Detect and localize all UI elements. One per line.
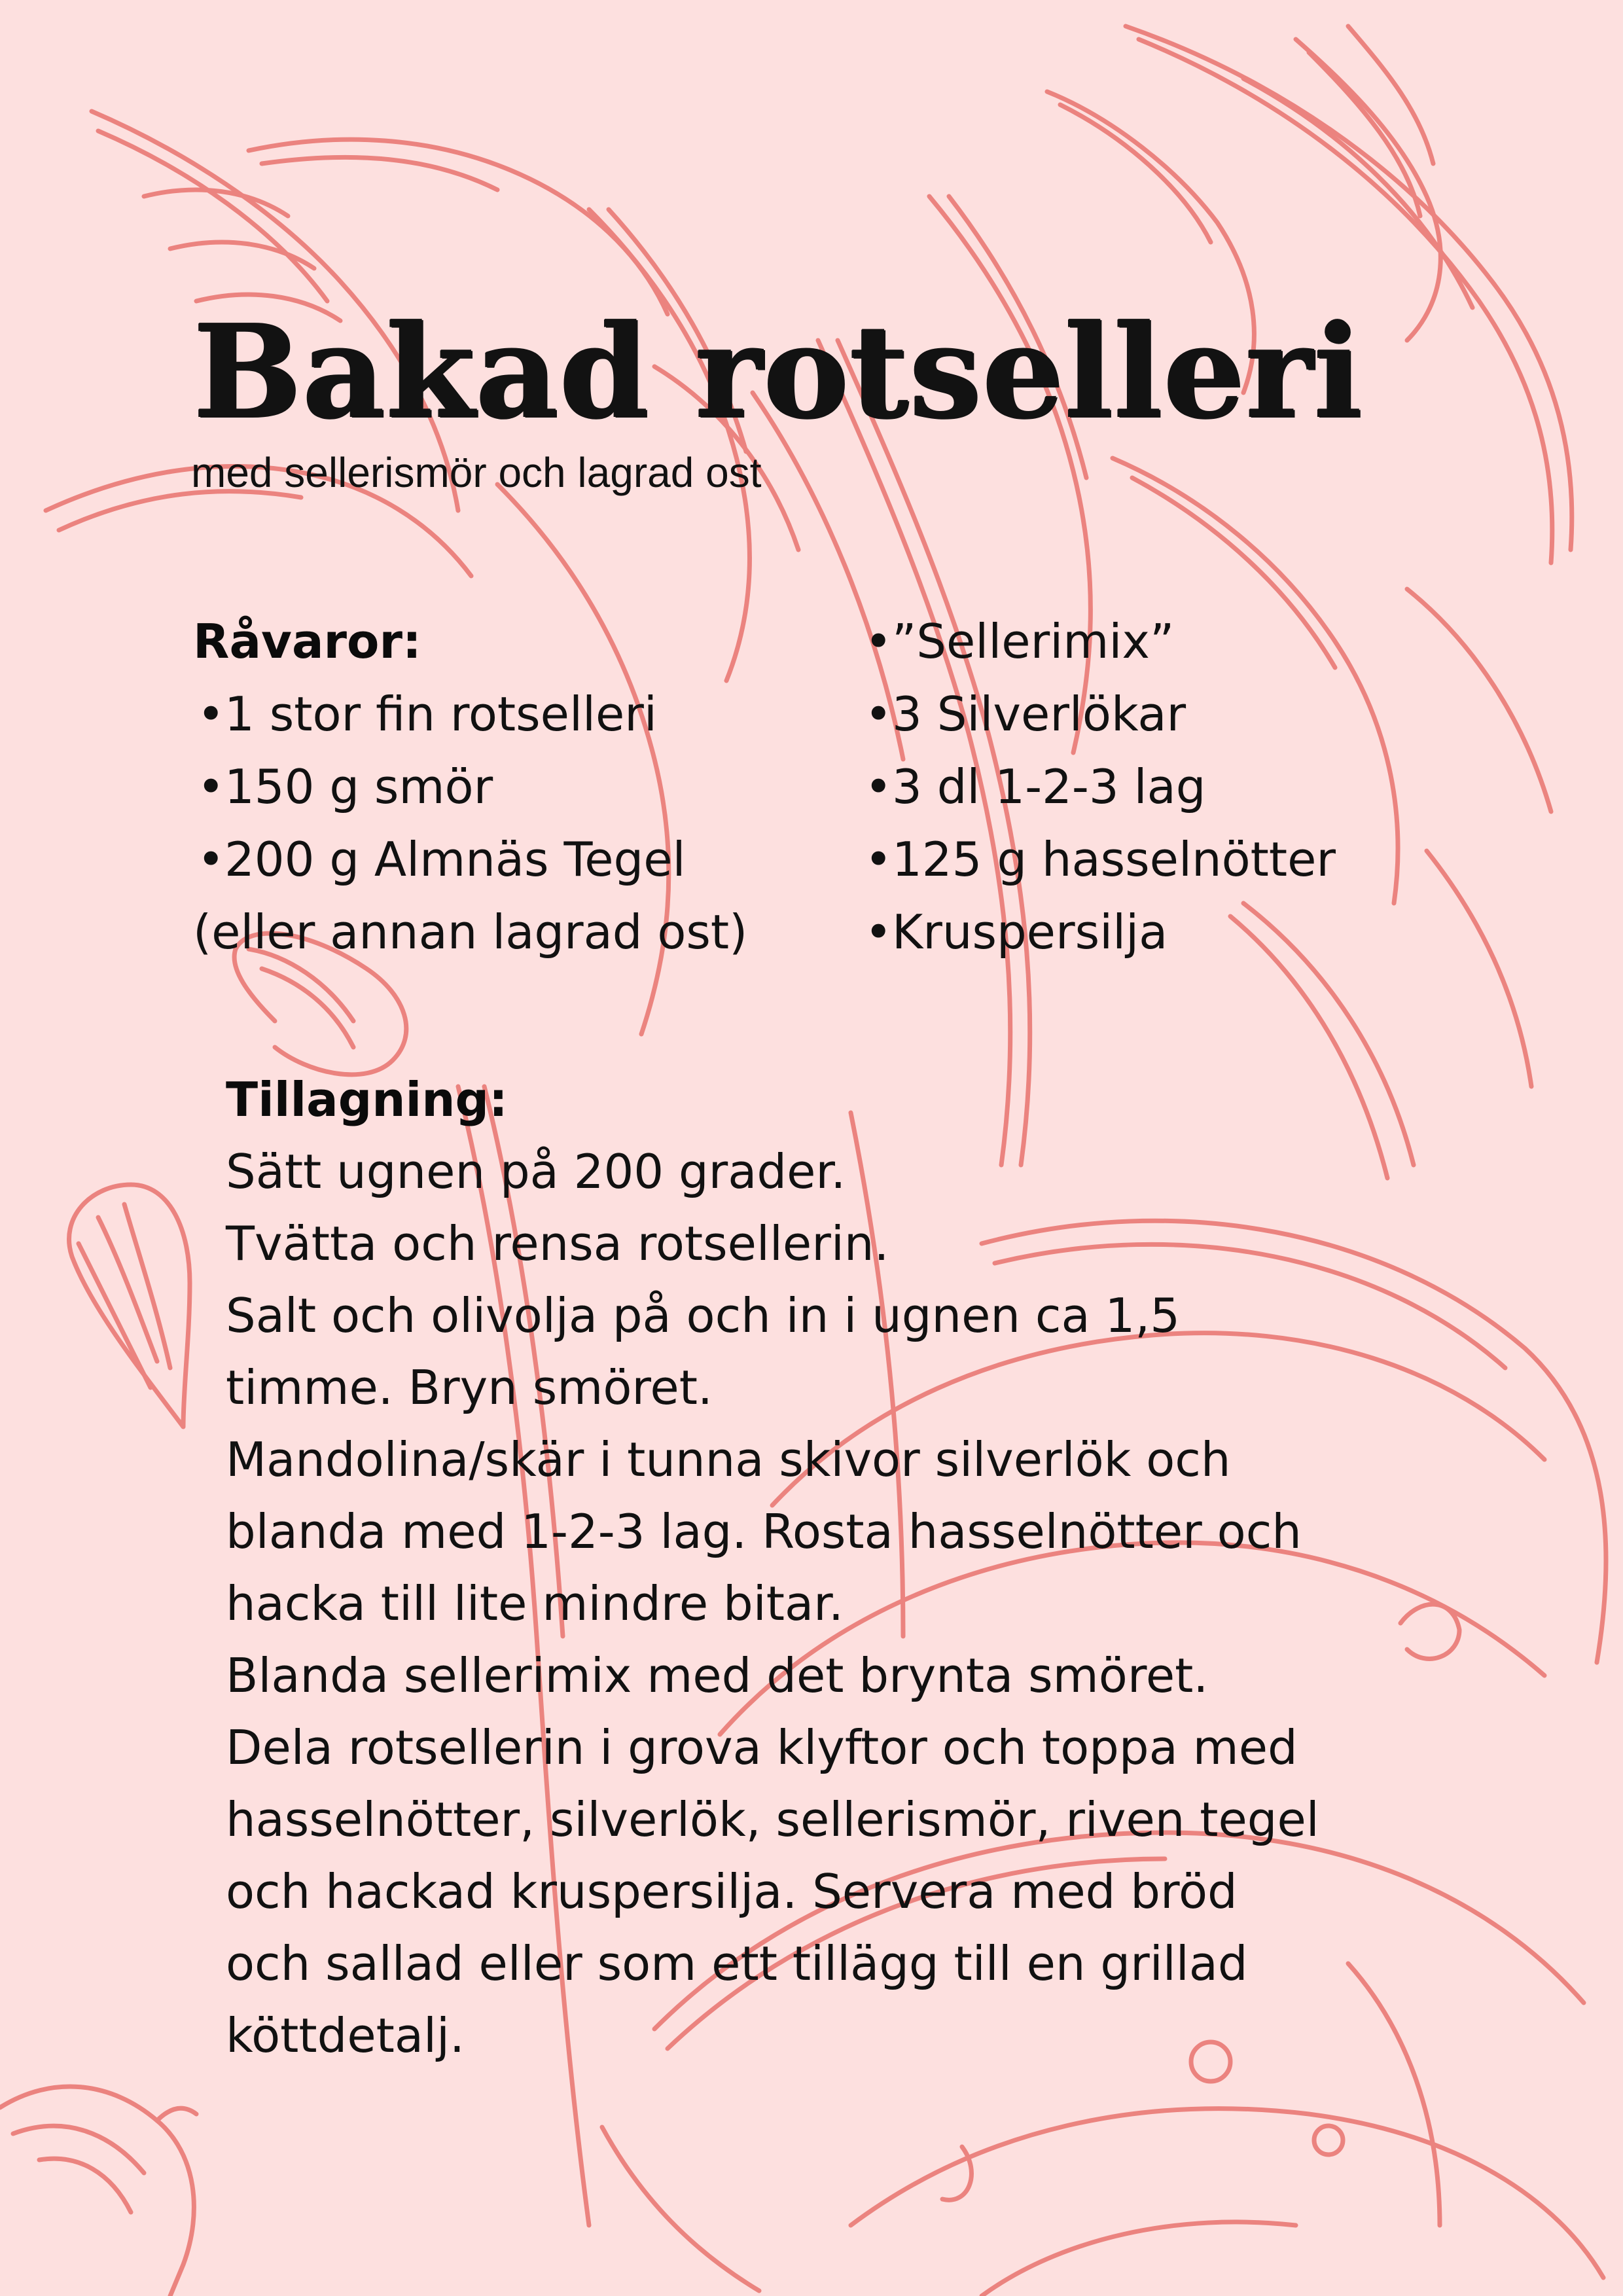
method-line: Sätt ugnen på 200 grader.	[226, 1144, 846, 1199]
bullet-icon: •	[865, 687, 893, 742]
bullet-icon: •	[865, 614, 893, 669]
method-line: Blanda sellerimix med det brynta smöret.	[226, 1648, 1209, 1703]
recipe-subtitle: med sellerismör och lagrad ost	[191, 449, 762, 496]
bullet-icon: •	[197, 759, 225, 814]
recipe-title: Bakad rotselleri	[193, 296, 1363, 447]
bullet-icon: •	[865, 832, 893, 887]
bullet-icon: •	[197, 687, 225, 742]
bullet-icon: •	[865, 905, 893, 960]
method-line: Mandolina/skär i tunna skivor silverlök och	[226, 1432, 1231, 1487]
ingredient-list-right	[861, 605, 1336, 969]
ingredients-heading: Råvaror:	[193, 614, 421, 669]
method-line: och sallad eller som ett tillägg till en grillad	[226, 1936, 1248, 1991]
method-line: Tvätta och rensa rotsellerin.	[226, 1216, 889, 1271]
bullet-icon: •	[865, 759, 893, 814]
ingredient-item: •3 dl 1-2-3 lag	[861, 751, 1336, 823]
method-line: hasselnötter, silverlök, sellerismör, riven tegel	[226, 1792, 1319, 1847]
method-line: köttdetalj.	[226, 2008, 465, 2063]
ingredient-item: •”Sellerimix”	[861, 605, 1336, 678]
ingredients-left-column	[193, 605, 747, 969]
ingredient-item: •200 g Almnäs Tegel	[193, 823, 747, 896]
ingredient-item: •1 stor fin rotselleri	[193, 678, 747, 751]
method-section	[226, 1064, 1319, 2072]
method-line: blanda med 1-2-3 lag. Rosta hasselnötter och	[226, 1504, 1302, 1559]
ingredient-item: •125 g hasselnötter	[861, 823, 1336, 896]
method-line: timme. Bryn smöret.	[226, 1360, 713, 1415]
ingredient-item: •Kruspersilja	[861, 896, 1336, 969]
bullet-icon: •	[197, 832, 225, 887]
method-line: och hackad kruspersilja. Servera med bröd	[226, 1864, 1238, 1919]
method-heading: Tillagning:	[226, 1072, 508, 1127]
ingredient-list-left	[193, 678, 747, 969]
method-line: Dela rotsellerin i grova klyftor och toppa med	[226, 1720, 1298, 1775]
method-line: Salt och olivolja på och in i ugnen ca 1,5	[226, 1288, 1180, 1343]
ingredient-item: •150 g smör	[193, 751, 747, 823]
ingredient-item: •3 Silverlökar	[861, 678, 1336, 751]
ingredients-right-column	[861, 605, 1336, 969]
ingredient-note: (eller annan lagrad ost)	[193, 905, 748, 960]
method-line: hacka till lite mindre bitar.	[226, 1576, 844, 1631]
